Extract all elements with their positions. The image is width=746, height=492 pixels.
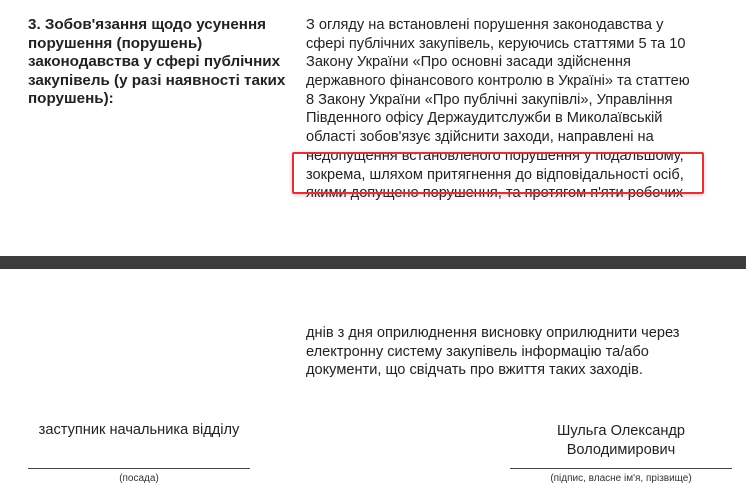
paragraph-line: 8 Закону України «Про публічні закупівлі», Управління <box>306 91 673 108</box>
paragraph-line: Закону України «Про основні засади здійснення <box>306 54 631 71</box>
page-separator <box>0 256 746 269</box>
signer-position: заступник начальника відділу <box>38 422 240 438</box>
signer-name-line: Шульга Олександр <box>556 423 686 439</box>
heading-line: 3. Зобов'язання щодо усунення <box>28 16 266 33</box>
heading-line: законодавства у сфері публічних <box>28 53 281 71</box>
paragraph-line: сфері публічних закупівель, керуючись статтями 5 та 10 <box>306 35 686 52</box>
signer-name-line: Володимирович <box>566 441 676 458</box>
name-caption: (підпис, власне ім'я, прізвище) <box>550 473 692 484</box>
paragraph-line: державного фінансового контролю в Україні» та статтею <box>306 73 690 90</box>
section-heading <box>28 16 290 109</box>
paragraph-line: області зобов'язує здійснити заходи, направлені на <box>306 129 654 146</box>
paragraph-line: Південного офісу Держаудитслужби в Миколаївській <box>306 110 663 127</box>
document-page-bottom <box>0 269 746 492</box>
paragraph-line: днів з дня оприлюднення висновку оприлюднити через <box>306 325 680 341</box>
highlight-box <box>292 152 704 194</box>
heading-line: порушень): <box>28 90 114 108</box>
signer-name <box>510 422 732 459</box>
paragraph-line: недопущення встановленого порушення у подальшому, <box>306 147 684 164</box>
paragraph-line-highlighted: зокрема, шляхом притягнення до відповідальності осіб, <box>306 166 684 183</box>
paragraph-line: З огляду на встановлені порушення законодавства у <box>306 17 664 33</box>
paragraph-line: електронну систему закупівель інформацію та/або <box>306 343 649 360</box>
name-signature-line <box>510 468 732 469</box>
paragraph-line: документи, що свідчать про вжиття таких заходів. <box>306 362 643 379</box>
paragraph-line-highlighted: якими допущено порушення, та протягом п'яти робочих <box>306 185 684 202</box>
heading-line: порушення (порушень) <box>28 34 203 52</box>
position-caption: (посада) <box>119 473 159 484</box>
heading-line: закупівель (у разі наявності таких <box>28 71 286 89</box>
continued-paragraph <box>306 324 736 380</box>
position-signature-line <box>28 468 250 469</box>
